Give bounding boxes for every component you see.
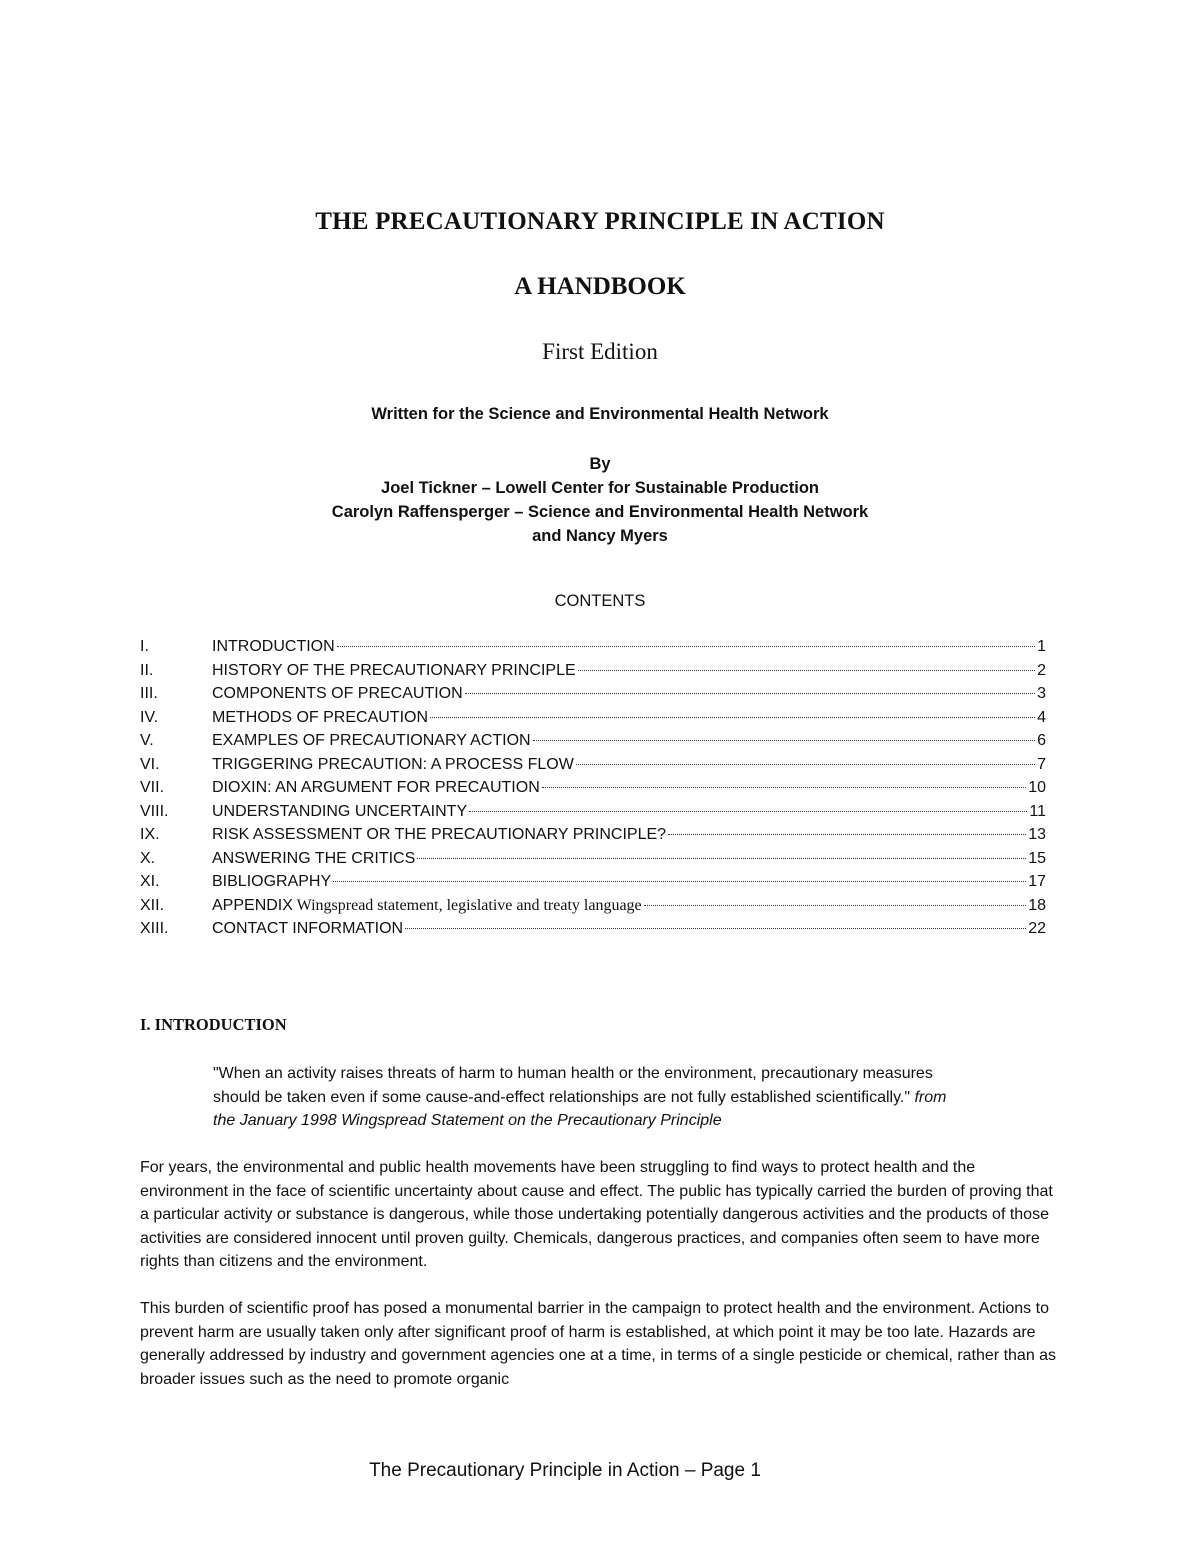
toc-entry-page: 15 [1028, 849, 1046, 867]
toc-entry-page: 10 [1028, 779, 1046, 796]
toc-entry-label [212, 779, 540, 797]
toc-entry-page: 22 [1028, 920, 1046, 937]
toc-entry-label [212, 873, 331, 891]
toc-entry-page: 1 [1037, 638, 1046, 655]
toc-entry[interactable] [140, 638, 1046, 662]
toc-dot-leader [465, 693, 1035, 694]
toc-entry-page: 11 [1029, 802, 1046, 820]
toc-entry-title: TRIGGERING PRECAUTION: A PROCESS FLOW [212, 755, 574, 773]
toc-entry[interactable] [140, 850, 1046, 874]
body-paragraph: This burden of scientific proof has posed a monumental barrier in the campaign to protect health and the environment. Actions to prevent harm are usually taken only after significant proof of harm is established, at which point it may be too late. Hazards are generally addressed by industry and government agencies one at a time, in terms of a single pesticide or chemical, rather than as broader issues such as the need to promote organic [140, 1300, 1057, 1388]
toc-entry-number: II. [140, 661, 154, 679]
toc-entry-title: METHODS OF PRECAUTION [212, 708, 429, 726]
toc-entry-title: INTRODUCTION [212, 638, 335, 655]
toc-entry[interactable] [140, 920, 1046, 944]
body-paragraph: For years, the environmental and public health movements have been struggling to find ways to protect health and the environment in the face of scientific uncertainty about cause and effect. The public has typically carried the burden of proving that a particular activity or substance is dangerous, while those undertaking potentially dangerous activities and the products of those activities are considered innocent until proven guilty. Chemicals, dangerous practices, and companies often seem to have more rights than citizens and the environment. [140, 1159, 1053, 1270]
toc-entry-label [212, 850, 415, 868]
toc-entry-page: 17 [1028, 873, 1046, 890]
toc-entry-number: I. [140, 638, 149, 655]
toc-entry-number: VII. [140, 779, 165, 796]
toc-dot-leader [668, 834, 1026, 835]
toc-entry[interactable] [140, 826, 1046, 850]
toc-entry[interactable] [140, 803, 1046, 827]
toc-entry-number: XII. [140, 896, 165, 914]
section-heading-introduction: I. INTRODUCTION [140, 1015, 287, 1034]
toc-entry-number: VIII. [140, 802, 169, 820]
toc-entry-title: EXAMPLES OF PRECAUTIONARY ACTION [212, 732, 531, 749]
toc-entry-label [212, 756, 574, 774]
toc-entry[interactable] [140, 756, 1046, 780]
toc-entry-title: APPENDIX [212, 896, 293, 914]
toc-entry-number: IX. [140, 826, 160, 843]
toc-dot-leader [578, 670, 1035, 671]
toc-entry[interactable] [140, 709, 1046, 733]
contents-heading: CONTENTS [554, 592, 646, 610]
toc-entry[interactable] [140, 873, 1046, 897]
toc-entry-label [212, 920, 403, 938]
toc-entry-page: 4 [1037, 708, 1046, 726]
toc-entry-number: V. [140, 732, 154, 749]
edition-label: First Edition [542, 339, 658, 364]
author-line: and Nancy Myers [532, 527, 668, 545]
author-block [0, 452, 1200, 548]
toc-entry-title: ANSWERING THE CRITICS [212, 849, 416, 867]
toc-entry-number: IV. [140, 708, 159, 726]
toc-dot-leader [333, 881, 1026, 882]
toc-entry-title: RISK ASSESSMENT OR THE PRECAUTIONARY PRINCIPLE? [212, 826, 667, 843]
toc-entry-page: 13 [1028, 826, 1046, 843]
toc-entry-number: XIII. [140, 920, 169, 937]
toc-dot-leader [576, 764, 1035, 765]
toc-entry-label [212, 803, 467, 821]
toc-entry-title: COMPONENTS OF PRECAUTION [212, 685, 463, 702]
table-of-contents [140, 638, 1046, 944]
written-for-line: Written for the Science and Environmental Health Network [371, 405, 829, 423]
toc-entry[interactable] [140, 662, 1046, 686]
by-label: By [589, 455, 611, 473]
toc-dot-leader [417, 858, 1026, 859]
toc-dot-leader [337, 646, 1035, 647]
toc-entry[interactable] [140, 897, 1046, 921]
toc-entry-number: X. [140, 849, 156, 867]
toc-entry-title: CONTACT INFORMATION [212, 920, 404, 937]
toc-entry-label [212, 638, 335, 656]
toc-entry-label [212, 685, 463, 703]
toc-entry-page: 7 [1037, 755, 1046, 773]
toc-entry-page: 2 [1037, 661, 1046, 679]
toc-entry-title: HISTORY OF THE PRECAUTIONARY PRINCIPLE [212, 661, 576, 679]
toc-dot-leader [533, 740, 1036, 741]
toc-entry[interactable] [140, 685, 1046, 709]
document-subtitle: A HANDBOOK [514, 273, 686, 300]
author-line: Joel Tickner – Lowell Center for Sustainable Production [381, 479, 819, 497]
author-line: Carolyn Raffensperger – Science and Environmental Health Network [331, 503, 869, 521]
toc-entry-label [212, 709, 428, 727]
toc-entry-title: DIOXIN: AN ARGUMENT FOR PRECAUTION [212, 779, 540, 796]
toc-entry-title: UNDERSTANDING UNCERTAINTY [212, 802, 468, 820]
quote-text: "When an activity raises threats of harm to human health or the environment, precautionary measures should be taken even if some cause-and-effect relationships are not fully established scientifically." [213, 1065, 933, 1106]
toc-dot-leader [430, 717, 1035, 718]
page-footer: The Precautionary Principle in Action – Page 1 [369, 1460, 761, 1481]
toc-entry[interactable] [140, 779, 1046, 803]
toc-entry-number: III. [140, 685, 158, 702]
toc-entry-page: 6 [1037, 732, 1046, 749]
toc-entry-number: XI. [140, 873, 160, 890]
toc-entry-title: BIBLIOGRAPHY [212, 873, 332, 890]
toc-entry[interactable] [140, 732, 1046, 756]
epigraph-quote [213, 1062, 973, 1133]
toc-dot-leader [405, 928, 1026, 929]
toc-entry-page: 3 [1037, 685, 1046, 702]
toc-entry-page: 18 [1028, 896, 1046, 914]
toc-dot-leader [542, 787, 1026, 788]
toc-entry-label [212, 826, 666, 844]
toc-entry-label [212, 662, 576, 680]
toc-dot-leader [469, 811, 1027, 812]
toc-entry-label [212, 732, 531, 750]
quote-source: from the January 1998 Wingspread Statement on the Precautionary Principle [213, 1088, 947, 1129]
toc-entry-number: VI. [140, 755, 160, 773]
toc-entry-label [212, 897, 642, 915]
toc-dot-leader [644, 905, 1027, 906]
toc-entry-note: Wingspread statement, legislative and treaty language [292, 896, 642, 914]
document-title: THE PRECAUTIONARY PRINCIPLE IN ACTION [315, 208, 885, 235]
